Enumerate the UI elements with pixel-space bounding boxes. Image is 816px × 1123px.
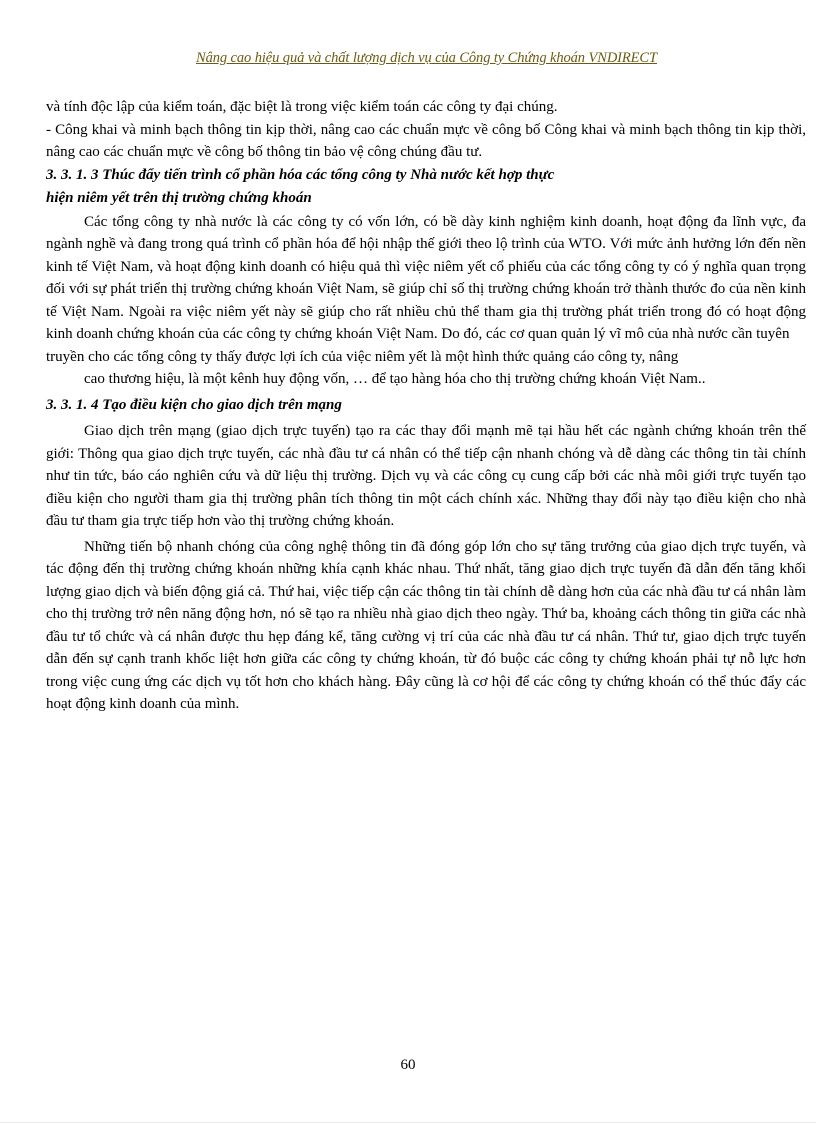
paragraph-online-trading: Giao dịch trên mạng (giao dịch trực tuyến) tạo ra các thay đổi mạnh mẽ tại hầu hết các ngành chứng khoán trên thế giới: Thông qua giao dịch trực tuyến, các nhà đầu tư cá nhân có thể tiếp cận nhanh chóng và dễ dàng các thông tin tài chính như tin tức, báo cáo nghiên cứu và dữ liệu thị trường. Dịch vụ và các công cụ cung cấp bởi các nhà môi giới trực tuyến tạo điều kiện cho người tham gia thị trường phân tích thông tin một cách chính xác. Những thay đổi này tạo điều kiện cho nhà đầu tư tham gia trực tiếp hơn vào thị trường chứng khoán. — [46, 423, 806, 529]
paragraph-promotion: truyền cho các tổng công ty thấy được lợi ích của việc niêm yết là một hình thức quảng cáo công ty, nâng — [46, 348, 679, 365]
paragraph-it-progress: Những tiến bộ nhanh chóng của công nghệ thông tin đã đóng góp lớn cho sự tăng trưởng của giao dịch trực tuyến, và tác động đến thị trường chứng khoán những khía cạnh khác nhau. Thứ nhất, tăng giao dịch trực tuyến đã dẫn đến tăng khối lượng giao dịch và biến động giá cả. Thứ hai, việc tiếp cận các thông tin tài chính dễ dàng hơn của các nhà đầu tư cá nhân làm cho thị trường trở nên năng động hơn, nó sẽ tạo ra nhiều nhà giao dịch theo ngày. Thứ ba, khoảng cách thông tin giữa các nhà đầu tư tổ chức và cá nhân được thu hẹp đáng kể, tăng cường vị trí của các nhà đầu tư cá nhân. Thứ tư, giao dịch trực tuyến dẫn đến sự cạnh tranh khốc liệt hơn giữa các công ty chứng khoán, từ đó buộc các công ty chứng khoán phải tự nỗ lực hơn trong việc cung ứng các dịch vụ tốt hơn cho khách hàng. Đây cũng là cơ hội để các công ty chứng khoán có thể thúc đẩy các hoạt động kinh doanh của mình. — [46, 538, 806, 712]
document-body — [46, 96, 806, 716]
paragraph-continuation: và tính độc lập của kiểm toán, đặc biệt là trong việc kiểm toán các công ty đại chúng. — [46, 99, 558, 115]
section-heading-3-3-1-4: 3. 3. 1. 4 Tạo điều kiện cho giao dịch trên mạng — [46, 396, 342, 413]
paragraph-state-corporations: Các tổng công ty nhà nước là các công ty có vốn lớn, có bề dày kinh nghiệm kinh doanh, hoạt động đa lĩnh vực, đa ngành nghề và đang trong quá trình cổ phần hóa để hội nhập thế giới theo lộ trình của WTO. Với mức ảnh hưởng lớn đến nền kinh tế Việt Nam, và hoạt động kinh doanh có hiệu quả thì việc niêm yết cổ phiếu của các tổng công ty có ý nghĩa quan trọng đối với sự phát triển thị trường chứng khoán Việt Nam, sẽ giúp chỉ số thị trường chứng khoán trở thành thước đo của nền kinh tế Việt Nam. Ngoài ra việc niêm yết này sẽ giúp cho rất nhiều chủ thể tham gia thị trường phát triển trong đó có hoạt động kinh doanh chứng khoán của các công ty chứng khoán Việt Nam. Do đó, các cơ quan quản lý vĩ mô của nhà nước cần tuyên — [46, 213, 806, 342]
page-number: 60 — [400, 1057, 416, 1073]
paragraph-promotion-cont: cao thương hiệu, là một kênh huy động vốn, … để tạo hàng hóa cho thị trường chứng khoán Việt Nam.. — [84, 371, 706, 387]
section-heading-3-3-1-3-cont: hiện niêm yết trên thị trường chứng khoán — [46, 190, 312, 206]
paragraph-bullet: - Công khai và minh bạch thông tin kịp thời, nâng cao các chuẩn mực về công bố Công khai và minh bạch thông tin kịp thời, nâng cao các chuẩn mực về công bố thông tin bảo vệ công chúng đầu tư. — [46, 121, 806, 160]
section-heading-3-3-1-3: 3. 3. 1. 3 Thúc đẩy tiến trình cổ phần hóa các tổng công ty Nhà nước kết hợp thực — [46, 166, 555, 183]
running-header: Nâng cao hiệu quả và chất lượng dịch vụ của Công ty Chứng khoán VNDIRECT — [196, 50, 657, 66]
